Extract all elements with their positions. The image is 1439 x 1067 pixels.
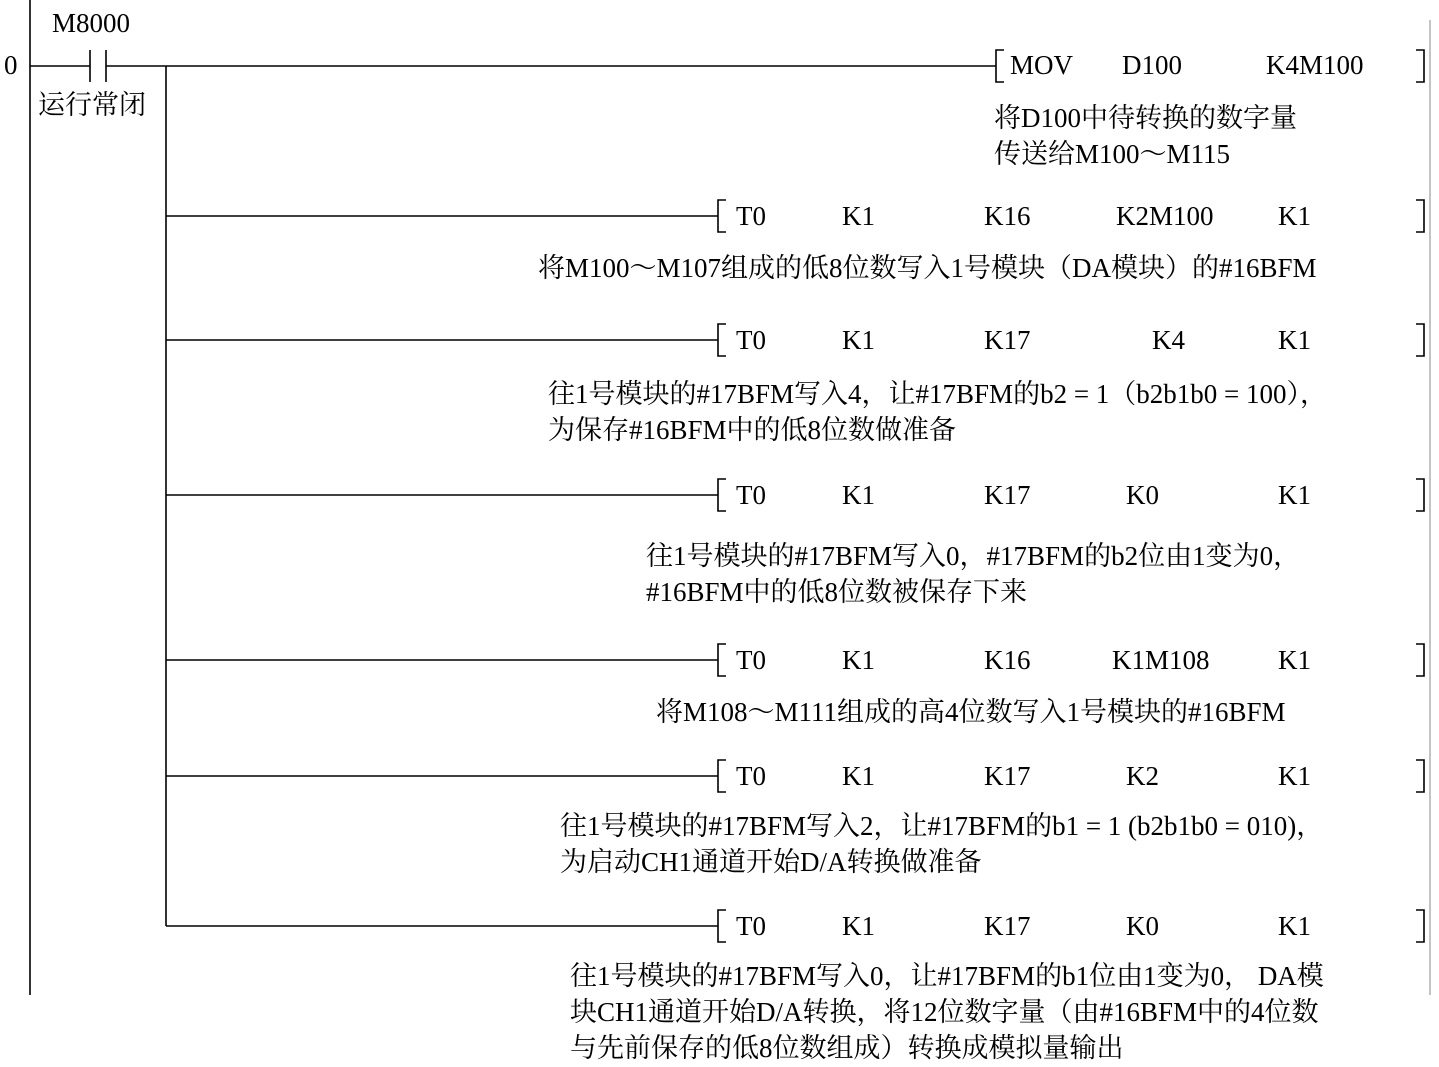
instr-5-op-3: K1M108 [1112, 645, 1210, 675]
instr-7-comment-2: 与先前保存的低8位数组成）转换成模拟量输出 [570, 1033, 1124, 1063]
contact-label: 运行常闭 [38, 90, 146, 120]
bracket-7 [718, 910, 1424, 942]
instr-6-comment-1: 为启动CH1通道开始D/A转换做准备 [560, 847, 982, 877]
instr-6-op-0: T0 [736, 761, 766, 791]
instr-3-comment-0: 往1号模块的#17BFM写入4，让#17BFM的b2 = 1（b2b1b0 = 100）， [548, 379, 1328, 409]
instr-2-op-0: T0 [736, 201, 766, 231]
instr-1-comment-0: 将D100中待转换的数字量 [994, 103, 1297, 133]
instr-7-op-2: K17 [984, 911, 1031, 941]
instr-4-op-0: T0 [736, 480, 766, 510]
instr-1-op-2: K4M100 [1266, 50, 1364, 80]
bracket-2 [718, 200, 1424, 232]
instr-3-comment-1: 为保存#16BFM中的低8位数做准备 [548, 415, 957, 445]
instr-2-op-1: K1 [842, 201, 875, 231]
instr-1-comment-1: 传送给M100～M115 [994, 139, 1231, 169]
instr-3-op-1: K1 [842, 325, 875, 355]
instr-3-op-2: K17 [984, 325, 1031, 355]
instr-4-comment-1: #16BFM中的低8位数被保存下来 [646, 577, 1028, 607]
instr-5-op-2: K16 [984, 645, 1031, 675]
instr-1-op-1: D100 [1122, 50, 1182, 80]
instr-6-op-4: K1 [1278, 761, 1311, 791]
bracket-6 [718, 760, 1424, 792]
instr-5-op-4: K1 [1278, 645, 1311, 675]
instr-7-op-1: K1 [842, 911, 875, 941]
instr-6-op-2: K17 [984, 761, 1031, 791]
instr-4-op-4: K1 [1278, 480, 1311, 510]
instr-5-op-0: T0 [736, 645, 766, 675]
step-number: 0 [4, 50, 18, 80]
instr-3-op-3: K4 [1152, 325, 1185, 355]
instr-7-comment-1: 块CH1通道开始D/A转换，将12位数字量（由#16BFM中的4位数 [570, 997, 1319, 1027]
instr-2-op-2: K16 [984, 201, 1031, 231]
instr-2-op-4: K1 [1278, 201, 1311, 231]
contact-address: M8000 [52, 8, 131, 38]
instr-5-op-1: K1 [842, 645, 875, 675]
instr-6-op-3: K2 [1126, 761, 1159, 791]
bracket-5 [718, 644, 1424, 676]
instr-3-op-4: K1 [1278, 325, 1311, 355]
instr-4-op-1: K1 [842, 480, 875, 510]
instr-2-op-3: K2M100 [1116, 201, 1214, 231]
instr-4-op-2: K17 [984, 480, 1031, 510]
instr-4-op-3: K0 [1126, 480, 1159, 510]
instr-7-op-3: K0 [1126, 911, 1159, 941]
instr-6-op-1: K1 [842, 761, 875, 791]
instr-1-op-0: MOV [1010, 50, 1074, 80]
bracket-3 [718, 324, 1424, 356]
bracket-4 [718, 479, 1424, 511]
instr-2-comment-0: 将M100～M107组成的低8位数写入1号模块（DA模块）的#16BFM [538, 253, 1317, 283]
instr-7-comment-0: 往1号模块的#17BFM写入0，让#17BFM的b1位由1变为0， DA模 [570, 961, 1324, 991]
instr-4-comment-0: 往1号模块的#17BFM写入0，#17BFM的b2位由1变为0， [646, 541, 1301, 571]
instr-5-comment-0: 将M108～M111组成的高4位数写入1号模块的#16BFM [656, 697, 1286, 727]
instr-7-op-4: K1 [1278, 911, 1311, 941]
instr-3-op-0: T0 [736, 325, 766, 355]
instr-7-op-0: T0 [736, 911, 766, 941]
instr-6-comment-0: 往1号模块的#17BFM写入2，让#17BFM的b1 = 1 (b2b1b0 = 010)， [560, 811, 1324, 841]
